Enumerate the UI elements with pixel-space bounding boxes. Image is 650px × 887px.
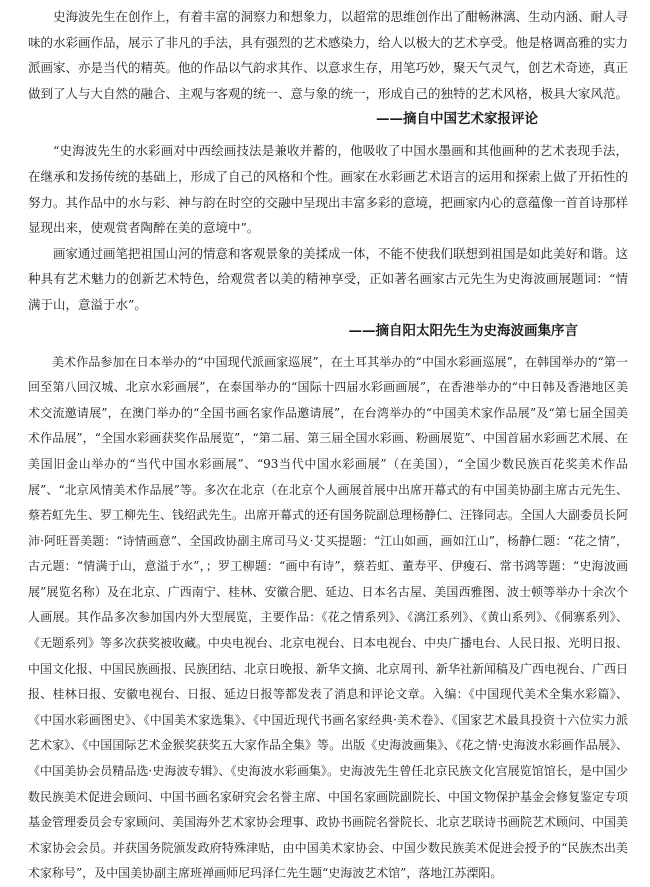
article (28, 4, 628, 887)
paragraph-quote: “史海波先生的水彩画对中西绘画技法是兼收并蓄的，他吸收了中国水墨画和其他画种的艺术表现手法，在继承和发扬传统的基础上，形成了自己的风格和个性。画家在水彩画艺术语言的运用和探索上做了开拓性的努力。其作品中的水与彩、神与韵在时空的交融中呈现出丰富多彩的意境，把画家内心的意蕴像一首首诗那样显现出来，使观赏者陶醉在美的意境中”。 (28, 143, 629, 236)
paragraph-landscape: 画家通过画笔把祖国山河的情意和客观景象的美揉成一体，不能不使我们联想到祖国是如此美好和谐。这种具有艺术魅力的创新艺术特色，给观赏者以美的精神享受，正如著名画家古元先生为史海波画展题词：“情满于山，意溢于水”。 (28, 245, 629, 312)
paragraph-review: 史海波先生在创作上，有着丰富的洞察力和想象力，以超常的思维创作出了酣畅淋漓、生动内涵、耐人寻味的水彩画作品，展示了非凡的手法，具有强烈的艺术感染力，给人以极大的艺术享受。他是格调高雅的实力派画家、亦是当代的精英。他的作品以气韵求其作、以意求生存，用笔巧妙，聚天气灵气，创艺术奇迹，真正做到了人与大自然的融合、主观与客观的统一、意与象的统一，形成自己的独特的艺术风格，极具大家风范。 (28, 9, 629, 101)
attribution-preface: ——摘自阳太阳先生为史海波画集序言 (348, 322, 578, 339)
paragraph-biography: 美术作品参加在日本举办的“中国现代派画家巡展”，在土耳其举办的“中国水彩画巡展”，在韩国举办的“第一回至第八回汉城、北京水彩画展”，在泰国举办的“国际十四届水彩画画展”，在香港举办的“中日韩及香港地区美术交流邀请展”，在澳门举办的“全国书画名家作品邀请展”，在台湾举办的“中国美术家作品展”及“第七届全国美术作品展”，“全国水彩画获奖作品展览”，“第二届、第三届全国水彩画、粉画展览”、中国首届水彩画艺术展、在美国旧金山举办的“当代中国水彩画展”、“93当代中国水彩画展”（在美国），“全国少数民族百花奖美术作品展”、“北京风情美术作品展”等。多次在北京（在北京个人画展首展中出席开幕式的有中国美协副主席古元先生、蔡若虹先生、罗工柳先生、钱绍武先生。出席开幕式的还有国务院副总理杨静仁、汪锋同志。全国人大副委员长阿沛·阿旺晋美题：“诗情画意”、全国政协副主席司马义·艾买提题：“江山如画，画如江山”，杨静仁题：“花之情”，古元题：“情满于山，意溢于水”，；罗工柳题：“画中有诗”，蔡若虹、董寿平、伊瘦石、常书鸿等题：“史海波画展”展览名称）及在北京、广西南宁、桂林、安徽合肥、延边、日本名古屋、美国西雅图、波士顿等举办十余次个人画展。其作品多次参加国内外大型展览，主要作品：《花之情系列》、《漓江系列》、《黄山系列》、《侗寨系列》、《无题系列》等多次获奖被收藏。中央电视台、北京电视台、日本电视台、中央广播电台、人民日报、光明日报、中国文化报、中国民族画报、民族团结、北京日晚报、新华文摘、北京周刊、新华社新闻稿及广西电视台、广西日报、桂林日报、安徽电视台、日报、延边日报等都发表了消息和评论文章。入编：《中国现代美术全集水彩篇》、《中国水彩画图史》、《中国美术家选集》、《中国近现代书画名家经典·美术卷》、《国家艺术最具投资十六位实力派艺术家》、《中国国际艺术金猴奖获奖五大家作品全集》等。出版《史海波画集》、《花之情·史海波水彩画作品展》、《中国美协会员精品选·史海波专辑》、《史海波水彩画集》。史海波先生曾任北京民族文化宫展览馆馆长，是中国少数民族美术促进会顾问、中国书画名家研究会名誉主席、中国名家画院副院长、中国文物保护基金会修复鉴定专项基金管理委员会专家顾问、美国海外艺术家协会理事、政协书画院名誉院长、北京艺联诗书画院艺术顾问、中国美术家协会会员。并获国务院颁发政府特殊津贴，由中国美术家协会、中国少数民族美术促进会授予的“民族杰出美术家称号”，及中国美协副主席班禅画师尼玛泽仁先生题“史海波艺术馆”，落地江苏溧阳。 (28, 354, 629, 881)
attribution-art-news: ——摘自中国艺术家报评论 (376, 111, 538, 128)
